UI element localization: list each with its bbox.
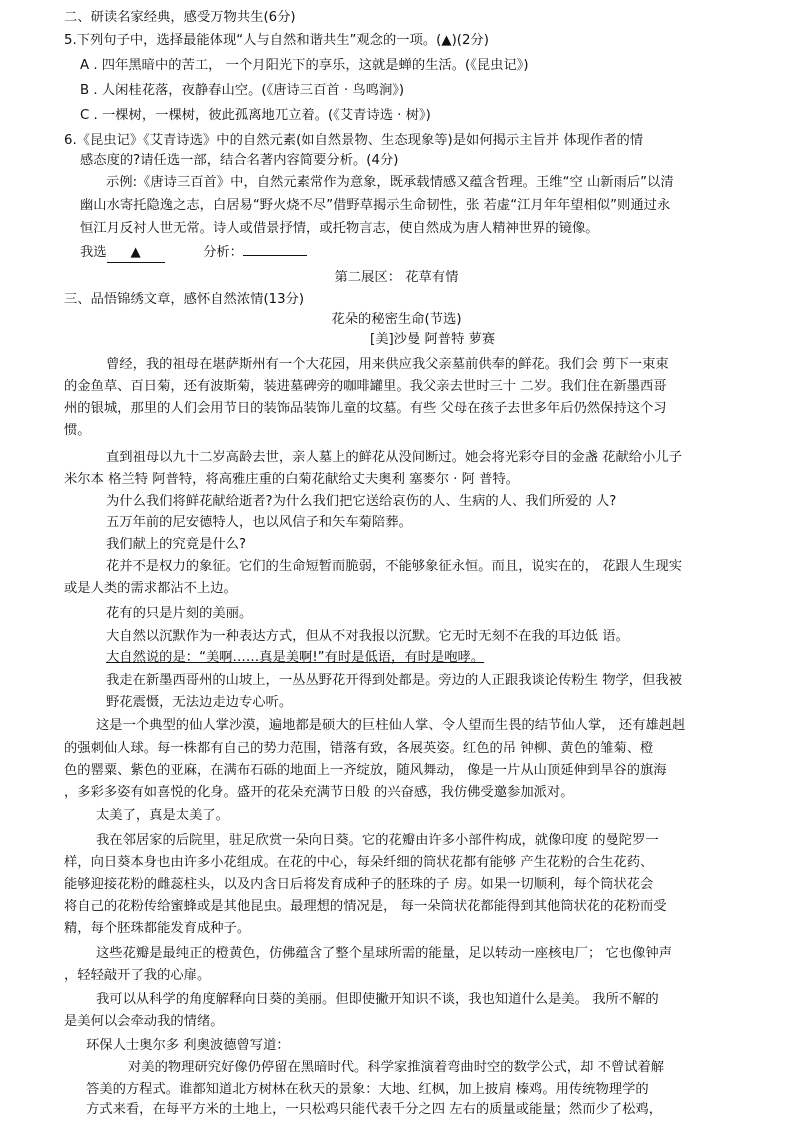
article-line: 我走在新墨西哥州的山坡上，一丛丛野花开得到处都是。旁边的人正跟我谈论传粉生 物学，但我被 [106, 673, 682, 688]
quote-line: 对美的物理研究好像仍停留在黑暗时代。科学家推演着弯曲时空的数学公式，却 不曾试着解 [128, 1060, 665, 1075]
q6-example-line: 恒江月反衬人世无常。诗人或借景抒情，或托物言志，使自然成为唐人精神世界的镜像。 [80, 221, 599, 236]
quote-line: 方式来看，在每平方米的土地上，一只松鸡只能代表千分之四 左右的质量或能量；然而少了松鸡， [86, 1102, 662, 1117]
article-line: 州的银城，那里的人们会用节日的装饰品装饰儿童的坟墓。有些 父母在孩子去世多年后仍然保持这个习 [64, 401, 667, 416]
article-line: 将自己的花粉传给蜜蜂或是其他昆虫。最理想的情况是， 每一朵筒状花都能得到其他筒状花的花粉而受 [64, 899, 667, 914]
article-line: 花并不是权力的象征。它们的生命短暂而脆弱，不能够象征永恒。而且，说实在的， 花跟人生现实 [106, 559, 682, 574]
article-line: 太美了，真是太美了。 [96, 808, 229, 823]
article-line: 野花震慑，无法边走边专心听。 [106, 695, 293, 710]
q6-answer-row [80, 243, 307, 263]
article-line-underlined: 大自然说的是：“美啊……真是美啊!”有时是低语，有时是咆哮。 [106, 650, 485, 665]
q6-stem-line: 6.《昆虫记》《艾青诗选》中的自然元素(如自然景物、生态现象等)是如何揭示主旨并 体现作者的情 [64, 133, 644, 148]
q6-stem-line: 感态度的?请任选一部，结合名著内容简要分析。(4分) [80, 153, 399, 168]
article-title: 花朵的秘密生命(节选) [331, 312, 462, 327]
book-choice-blank[interactable]: ▲ [107, 243, 165, 263]
article-line: 环保人士奥尔多 利奥波德曾写道： [86, 1038, 290, 1053]
article-line: 五万年前的尼安德特人，也以风信子和矢车菊陪葬。 [106, 515, 412, 530]
article-line: ，轻轻敲开了我的心扉。 [64, 968, 211, 983]
article-author: [美]沙曼 阿普特 萝赛 [370, 332, 496, 347]
article-line: 花有的只是片刻的美丽。 [106, 606, 253, 621]
q5-stem: 5.下列句子中，选择最能体现“人与自然和谐共生”观念的一项。(▲)(2分) [64, 33, 489, 48]
article-line: 这些花瓣是最纯正的橙黄色，仿佛蕴含了整个星球所需的能量，足以转动一座核电厂； 它也像钟声 [96, 946, 672, 961]
analysis-label: 分析： [203, 245, 243, 260]
q6-example-line: 示例:《唐诗三百首》中，自然元素常作为意象，既承载情感又蕴含哲理。王维“空 山新雨后”以清 [106, 175, 674, 190]
analysis-blank[interactable] [243, 255, 307, 256]
q5-option-a: A . 四年黑暗中的苦工， 一个月阳光下的享乐，这就是蝉的生活。(《昆虫记》) [80, 58, 529, 73]
article-line: 米尔本 格兰特 阿普特，将高雅庄重的白菊花献给丈夫奥利 塞麥尔 · 阿 普特。 [64, 472, 520, 487]
article-line: 我们献上的究竟是什么? [106, 537, 247, 552]
answer-prefix: 我选 [80, 245, 107, 260]
article-line: 的强刺仙人球。每一株都有自己的势力范围，错落有致，各展英姿。红色的吊 钟柳、黄色的雏菊、橙 [64, 741, 654, 756]
article-line: 的金鱼草、百日菊，还有波斯菊，装进墓碑旁的咖啡罐里。我父亲去世时三十 二岁。我们住在新墨西哥 [64, 379, 667, 394]
article-line: 精，每个胚珠都能发育成种子。 [64, 921, 251, 936]
article-line: 是美何以会牵动我的情绪。 [64, 1014, 224, 1029]
article-line: 或是人类的需求都沾不上边。 [64, 581, 237, 596]
article-line: 这是一个典型的仙人掌沙漠，遍地都是硕大的巨柱仙人掌、令人望而生畏的结节仙人掌， 还有雄赳赳 [96, 718, 686, 733]
q6-example-line: 幽山水寄托隐逸之志，白居易“野火烧不尽”借野草揭示生命韧性，张 若虚“江月年年望相似”则通过永 [80, 198, 671, 213]
article-line: 大自然以沉默作为一种表达方式，但从不对我报以沉默。它无时无刻不在我的耳边低 语。 [106, 629, 629, 644]
section3-heading: 三、品悟锦绣文章，感怀自然浓情(13分) [64, 292, 305, 307]
q5-option-b: B . 人闲桂花落，夜静春山空。(《唐诗三百首 · 鸟鸣涧》) [80, 83, 405, 98]
article-line: 能够迎接花粉的雌蕊柱头，以及内含日后将发育成种子的胚珠的子 房。如果一切顺利，每个筒状花会 [64, 877, 654, 892]
article-line: 为什么我们将鲜花献给逝者?为什么我们把它送给哀伤的人、生病的人、我们所爱的 人? [106, 494, 617, 509]
article-line: ，多彩多姿有如喜悦的化身。盛开的花朵充满节日般 的兴奋感，我仿佛受邀参加派对。 [64, 785, 574, 800]
article-line: 我可以从科学的角度解释向日葵的美丽。但即使撇开知识不谈，我也知道什么是美。 我所不解的 [96, 992, 659, 1007]
article-line: 惯。 [64, 423, 91, 438]
section2-heading: 二、研读名家经典，感受万物共生(6分) [64, 10, 296, 25]
article-line: 直到祖母以九十二岁高龄去世，亲人墓上的鲜花从没间断过。她会将光彩夺目的金盏 花献给小儿子 [106, 450, 682, 465]
article-line: 样，向日葵本身也由许多小花组成。在花的中心，每朵纤细的筒状花都有能够 产生花粉的合生花药、 [64, 855, 654, 870]
article-line: 色的罂粟、紫色的亚麻，在满布石砾的地面上一齐绽放，随风舞动， 像是一片从山顶延伸到旱谷的旗海 [64, 763, 667, 778]
exhibition-title: 第二展区： 花草有情 [334, 270, 459, 285]
article-line: 曾经，我的祖母在堪萨斯州有一个大花园，用来供应我父亲墓前供奉的鲜花。我们会 剪下一束束 [106, 357, 669, 372]
article-line: 我在邻居家的后院里，驻足欣赏一朵向日葵。它的花瓣由许多小部件构成，就像印度 的曼陀罗一 [96, 833, 659, 848]
q5-option-c: C . 一棵树，一棵树，彼此孤离地兀立着。(《艾青诗选 · 树》) [80, 108, 431, 123]
quote-line: 答美的方程式。谁都知道北方树林在秋天的景象：大地、红枫，加上披肩 榛鸡。用传统物理学的 [86, 1082, 649, 1097]
